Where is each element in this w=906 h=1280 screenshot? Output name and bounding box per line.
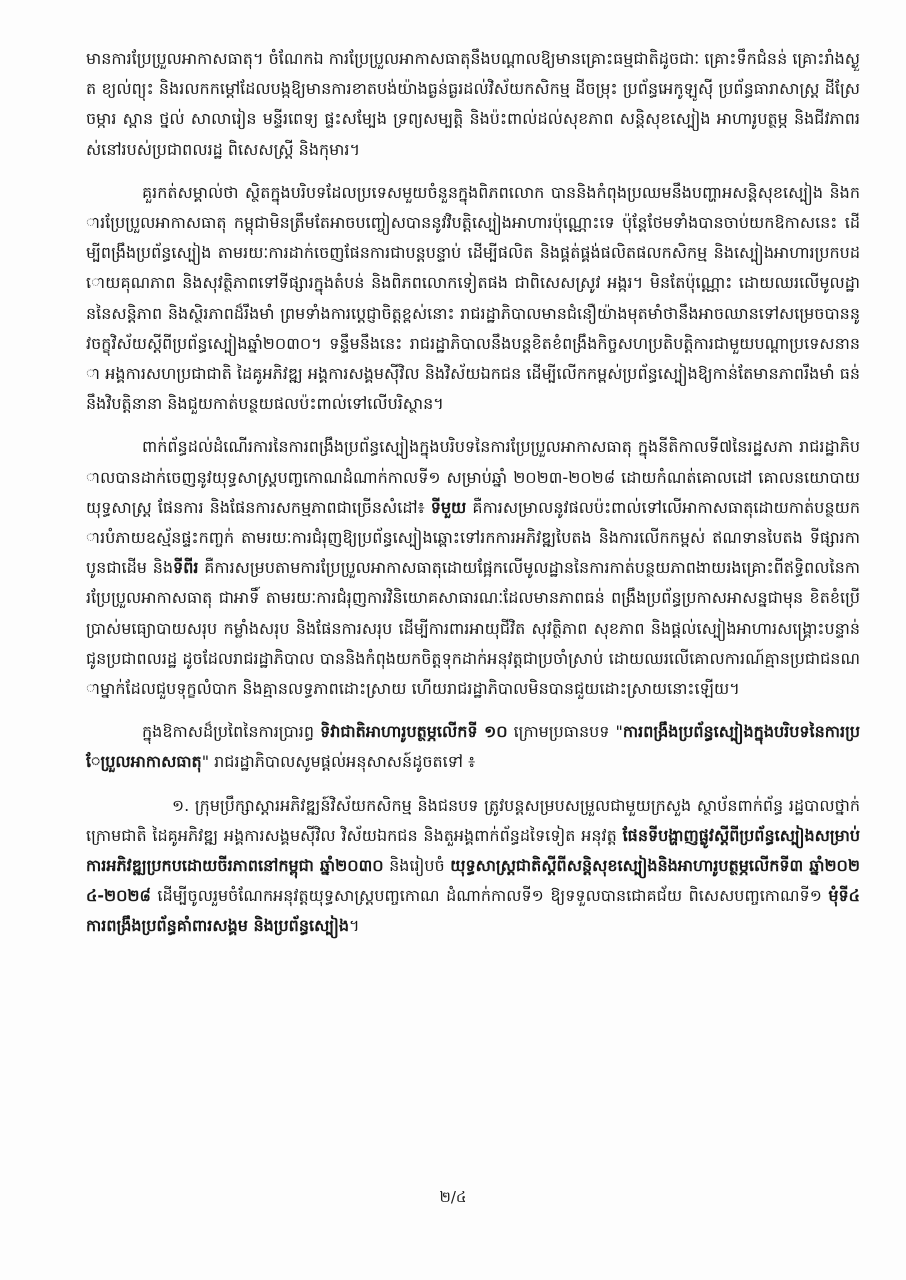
- paragraph-text: មានការប្រែប្រួលអាកាសធាតុ។ ចំណែកឯ ការប្រែប្រួលអាកាសធាតុនឹងបណ្ដាលឱ្យមានគ្រោះធម្មជាតិដូចជាៈ គ្រោះទឹកជំនន់ គ្រោះរាំងស្ងួត ខ្យល់ព្យុះ និងរលកកម្ដៅដែលបង្កឱ្យមានការខាតបង់យ៉ាងធ្ងន់ធ្ងរដល់វិស័យកសិកម្ម ដីចម្រុះ ប្រព័ន្ធអេកូឡូស៊ី ប្រព័ន្ធធារាសាស្ត្រ ដីស្រែចម្ការ ស្ពាន ថ្នល់ សាលារៀន មន្ទីរពេទ្យ ផ្ទះសម្បែង ទ្រព្យសម្បត្តិ និងប៉ះពាល់ដល់សុខភាព សន្តិសុខស្បៀង អាហារូបត្ថម្ភ និងជីវភាពរស់នៅរបស់ប្រជាពលរដ្ឋ ពិសេសស្ត្រី និងកុមារ។: [86, 49, 860, 159]
- paragraph-text: ពាក់ព័ន្ធដល់ដំណើរការនៃការពង្រឹងប្រព័ន្ធស្បៀងក្នុងបរិបទនៃការប្រែប្រួលអាកាសធាតុ ក្នុងនីតិកាលទី៧នៃរដ្ឋសភា រាជរដ្ឋាភិបាលបានដាក់ចេញនូវយុទ្ធសាស្ត្របញ្ចកោណដំណាក់កាលទី១ សម្រាប់ឆ្នាំ ២០២៣-២០២៨ ដោយកំណត់គោលដៅ គោលនយោបាយ យុទ្ធសាស្ត្រ ផែនការ និងផែនការសកម្មភាពជាច្រើនសំដៅ៖: [86, 437, 860, 517]
- emphasis-second: ទីពីរ: [173, 558, 199, 578]
- paragraph-climate-impacts: [86, 44, 860, 165]
- paragraph-text: និងរៀបចំ: [383, 856, 451, 876]
- paragraph-food-security-context: [86, 178, 860, 420]
- paragraph-text: គួរកត់សម្គាល់ថា ស្ថិតក្នុងបរិបទដែលប្រទេសមួយចំនួនក្នុងពិភពលោក បាននិងកំពុងប្រឈមនឹងបញ្ហាអសន្តិសុខស្បៀង និងការប្រែប្រួលអាកាសធាតុ កម្ពុជាមិនត្រឹមតែអាចបញ្ចៀសបាននូវវិបត្តិស្បៀងអាហារប៉ុណ្ណោះទេ ប៉ុន្តែថែមទាំងបានចាប់យកឱកាសនេះ ដើម្បីពង្រឹងប្រព័ន្ធស្បៀង តាមរយៈការដាក់ចេញផែនការជាបន្តបន្ទាប់ ដើម្បីផលិត និងផ្គត់ផ្គង់ផលិតផលកសិកម្ម និងស្បៀងអាហារប្រកបដោយគុណភាព និងសុវត្ថិភាពទៅទីផ្សារក្នុងតំបន់ និងពិភពលោកទៀតផង ជាពិសេសស្រូវ អង្ករ។ មិនតែប៉ុណ្ណោះ ដោយឈរលើមូលដ្ឋាននៃសន្តិភាព និងស្ថិរភាពដ៏រឹងមាំ ព្រមទាំងការប្ដេជ្ញាចិត្តខ្ពស់នោះ រាជរដ្ឋាភិបាលមានជំនឿយ៉ាងមុតមាំថានឹងអាចឈានទៅសម្រេចបាននូវចក្ខុវិស័យស្ដីពីប្រព័ន្ធស្បៀងឆ្នាំ២០៣០។ ទន្ទឹមនឹងនេះ រាជរដ្ឋាភិបាលនឹងបន្តខិតខំពង្រឹងកិច្ចសហប្រតិបត្តិការជាមួយបណ្ដាប្រទេសនានា អង្គការសហប្រជាជាតិ ដៃគូអភិវឌ្ឍ អង្គការសង្គមស៊ីវិល និងវិស័យឯកជន ដើម្បីលើកកម្ពស់ប្រព័ន្ធស្បៀងឱ្យកាន់តែមានភាពរឹងមាំ ធន់នឹងវិបត្តិនានា និងជួយកាត់បន្ថយផលប៉ះពាល់ទៅលើបរិស្ថាន។: [86, 182, 860, 414]
- emphasis-angle-four: មុំទី៤ ការពង្រឹងប្រព័ន្ធគាំពារសង្គម និងប្រព័ន្ធស្បៀង: [86, 886, 860, 936]
- document-body: [86, 44, 860, 955]
- paragraph-text: ដើម្បីចូលរួមចំណែកអនុវត្តយុទ្ធសាស្ត្របញ្ចកោណ ដំណាក់កាលទី១ ឱ្យទទួលបានជោគជ័យ ពិសេសបញ្ចកោណទី១: [150, 886, 829, 906]
- paragraph-text: គឺការសម្របតាមការប្រែប្រួលអាកាសធាតុដោយផ្អែកលើមូលដ្ឋាននៃការកាត់បន្ថយភាពងាយរងគ្រោះពីឥទ្ធិពលនៃការប្រែប្រួលអាកាសធាតុ ជាអាទិ៍ តាមរយៈការជំរុញការវិនិយោគសាធារណៈដែលមានភាពធន់ ពង្រឹងប្រព័ន្ធប្រកាសអាសន្នជាមុន ខិតខំប្រើប្រាស់មធ្យោបាយសរុប កម្លាំងសរុប និងផែនការសរុប ដើម្បីការពារអាយុជីវិត សុវត្ថិភាព សុខភាព និងផ្ដល់ស្បៀងអាហារសង្គ្រោះបន្ទាន់ជូនប្រជាពលរដ្ឋ ដូចដែលរាជរដ្ឋាភិបាល បាននិងកំពុងយកចិត្តទុកដាក់អនុវត្តជាប្រចាំស្រាប់ ដោយឈរលើគោលការណ៍គ្មានប្រជាជនណាម្នាក់ដែលជួបទុក្ខលំបាក និងគ្មានលទ្ធភាពដោះស្រាយ ហើយរាជរដ្ឋាភិបាលមិនបានជួយដោះស្រាយនោះឡើយ។: [86, 558, 860, 699]
- emphasis-event-title: ទិវាជាតិអាហារូបត្ថម្ភលើកទី ១០: [320, 722, 508, 742]
- emphasis-national-strategy: យុទ្ធសាស្ត្រជាតិស្ដីពីសន្តិសុខស្បៀងនិងអាហារូបត្ថម្ភលើកទី៣ ឆ្នាំ២០២៤-២០២៨: [86, 856, 860, 906]
- paragraph-text: ក្រោមប្រធានបទ ": [507, 722, 623, 742]
- paragraph-text: ។: [349, 916, 360, 936]
- paragraph-text: គឺការសម្រាលនូវផលប៉ះពាល់ទៅលើអាកាសធាតុដោយកាត់បន្ថយការបំភាយឧស្ម័នផ្ទះកញ្ចក់ តាមរយៈការជំរុញឱ្យប្រព័ន្ធស្បៀងឆ្ពោះទៅរកការអភិវឌ្ឍបៃតង និងការលើកកម្ពស់ ឥណទានបៃតង ទីផ្សារកាបូនជាដើម និង: [86, 497, 860, 578]
- paragraph-nutrition-day: [86, 717, 860, 777]
- paragraph-text: ១. ក្រុមប្រឹក្សាស្ដារអភិវឌ្ឍន៍វិស័យកសិកម្ម និងជនបទ ត្រូវបន្តសម្របសម្រួលជាមួយក្រសួង ស្ថាប័នពាក់ព័ន្ធ រដ្ឋបាលថ្នាក់ក្រោមជាតិ ដៃគូអភិវឌ្ឍ អង្គការសង្គមស៊ីវិល វិស័យឯកជន និងតួអង្គពាក់ព័ន្ធដទៃទៀត អនុវត្ត: [86, 795, 860, 845]
- page-number: ២/៤: [439, 1188, 467, 1206]
- recommendation-item-1: [86, 791, 860, 942]
- emphasis-first: ទីមួយ: [430, 497, 467, 517]
- emphasis-roadmap: ផែនទីបង្ហាញផ្លូវស្ដីពីប្រព័ន្ធស្បៀងសម្រាប់ការអភិវឌ្ឍប្រកបដោយចីរភាពនៅកម្ពុជា ឆ្នាំ២០៣០: [86, 825, 860, 876]
- emphasis-theme: ការពង្រឹងប្រព័ន្ធស្បៀងក្នុងបរិបទនៃការប្រែប្រួលអាកាសធាតុ: [86, 722, 860, 772]
- paragraph-pentagonal-strategy: [86, 432, 860, 704]
- paragraph-text: ក្នុងឱកាសដ៏ប្រពៃនៃការប្រារព្ធ: [142, 722, 321, 742]
- paragraph-text: " រាជរដ្ឋាភិបាលសូមផ្ដល់អនុសាសន៍ដូចតទៅ ៖: [201, 752, 476, 772]
